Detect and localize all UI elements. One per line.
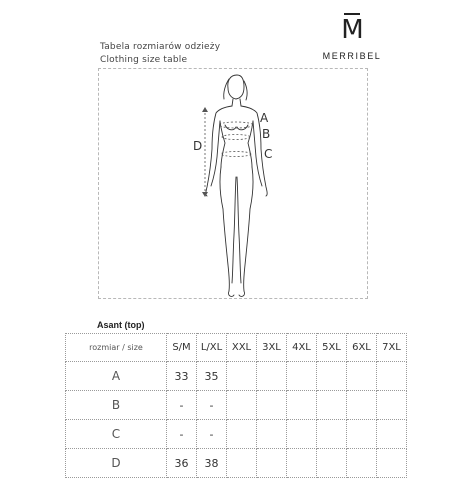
measure-label-c: C <box>264 147 273 161</box>
table-row <box>66 391 407 420</box>
table-cell: - <box>167 391 197 420</box>
size-table <box>65 333 407 478</box>
table-cell: - <box>167 420 197 449</box>
table-cell <box>347 391 377 420</box>
table-cell <box>317 449 347 478</box>
column-header: L/XL <box>197 334 227 362</box>
table-cell <box>227 420 257 449</box>
table-cell <box>317 420 347 449</box>
row-label: B <box>66 391 167 420</box>
measure-label-a: A <box>260 111 269 125</box>
body-silhouette-illustration <box>99 69 369 300</box>
table-cell <box>227 449 257 478</box>
table-cell <box>377 362 407 391</box>
brand-logo <box>327 13 377 44</box>
table-cell <box>227 362 257 391</box>
table-cell <box>377 391 407 420</box>
table-cell <box>257 449 287 478</box>
table-cell <box>377 449 407 478</box>
figure-panel <box>98 68 368 299</box>
row-label: C <box>66 420 167 449</box>
table-row <box>66 449 407 478</box>
row-label: D <box>66 449 167 478</box>
table-cell: 36 <box>167 449 197 478</box>
measure-label-b: B <box>262 127 271 141</box>
table-row <box>66 420 407 449</box>
table-cell <box>287 362 317 391</box>
table-cell <box>317 391 347 420</box>
brand-name: MERRIBEL <box>322 51 382 61</box>
table-cell: 33 <box>167 362 197 391</box>
table-caption: Asant (top) <box>97 320 145 330</box>
table-cell: 35 <box>197 362 227 391</box>
table-cell <box>287 420 317 449</box>
table-cell <box>257 362 287 391</box>
row-label: A <box>66 362 167 391</box>
column-header: 5XL <box>317 334 347 362</box>
table-cell <box>257 391 287 420</box>
column-header: 6XL <box>347 334 377 362</box>
column-header: 7XL <box>377 334 407 362</box>
table-cell: - <box>197 420 227 449</box>
table-row <box>66 362 407 391</box>
table-cell <box>227 391 257 420</box>
table-cell <box>377 420 407 449</box>
table-cell <box>257 420 287 449</box>
title-polish: Tabela rozmiarów odzieży <box>100 42 221 52</box>
table-cell <box>347 362 377 391</box>
title-english: Clothing size table <box>100 55 188 65</box>
column-header: S/M <box>167 334 197 362</box>
table-cell <box>317 362 347 391</box>
table-corner-label: rozmiar / size <box>66 334 167 362</box>
measure-label-d: D <box>193 139 203 153</box>
table-cell <box>347 449 377 478</box>
column-header: XXL <box>227 334 257 362</box>
table-cell <box>287 449 317 478</box>
table-cell <box>287 391 317 420</box>
logo-letter: M <box>341 15 363 45</box>
column-header: 3XL <box>257 334 287 362</box>
table-header-row <box>66 334 407 362</box>
table-cell: 38 <box>197 449 227 478</box>
table-cell <box>347 420 377 449</box>
table-cell: - <box>197 391 227 420</box>
column-header: 4XL <box>287 334 317 362</box>
